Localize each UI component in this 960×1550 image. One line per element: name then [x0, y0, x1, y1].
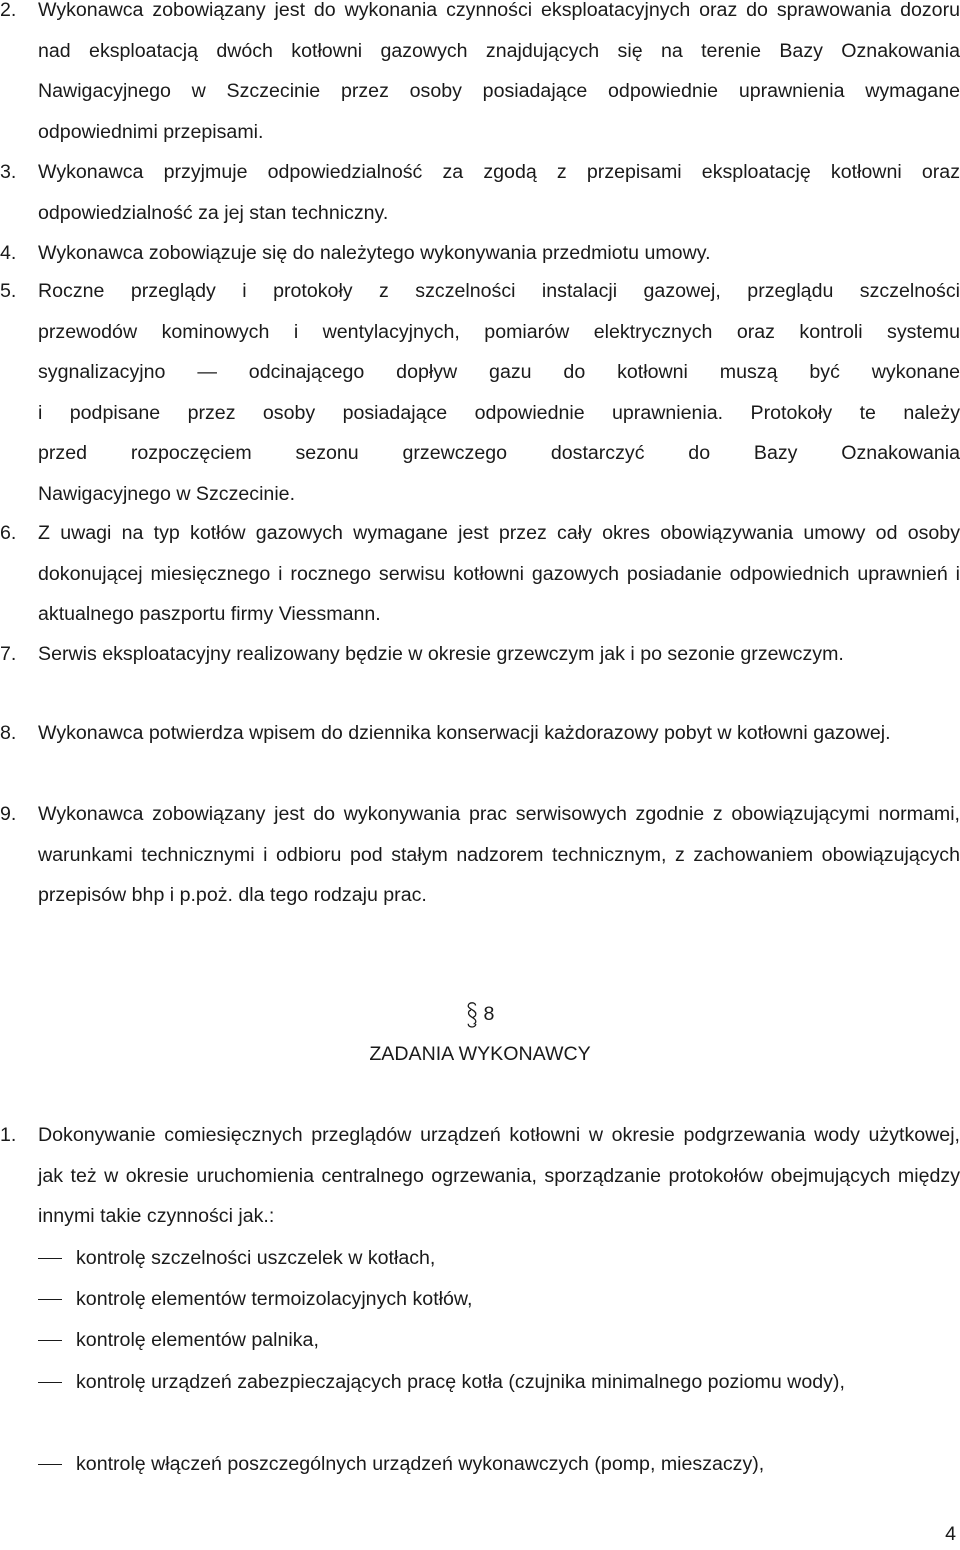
list-text-line: przewodów kominowych i wentylacyjnych, pomiarów elektrycznych oraz kontroli systemu — [38, 320, 960, 343]
page-number: 4 — [945, 1523, 956, 1545]
list-number: 2. — [0, 0, 17, 21]
list-number: 7. — [0, 643, 17, 665]
dash-text: kontrolę elementów palnika, — [76, 1329, 319, 1351]
list-number: 5. — [0, 280, 17, 302]
dash-list-item — [38, 1444, 960, 1485]
list-text-line: Nawigacyjnego w Szczecinie. — [38, 482, 296, 505]
dash-text: kontrolę elementów termoizolacyjnych kotłów, — [76, 1288, 473, 1310]
dash-bullet — [38, 1299, 62, 1300]
dash-list-item — [38, 1362, 960, 1403]
section-sign-icon — [466, 1002, 478, 1028]
list-item-5 — [0, 271, 960, 514]
list-text: Wykonawca zobowiązany jest do wykonywania prac serwisowych zgodnie z obowiązującymi normami, warunkami technicznymi i odbioru pod stałym nadzorem technicznym, z zachowaniem obowiązujących przepisów bhp i p.poż. dla tego rodzaju prac. — [38, 803, 960, 906]
list-text: Wykonawca zobowiązuje się do należytego wykonywania przedmiotu umowy. — [38, 242, 711, 264]
section-number — [0, 994, 960, 1034]
list-text-line: sygnalizacyjno — odcinającego dopływ gazu do kotłowni muszą być wykonane — [38, 361, 960, 383]
list-item-6 — [0, 513, 960, 635]
dash-bullet — [38, 1258, 62, 1259]
dash-text: kontrolę szczelności uszczelek w kotłach, — [76, 1247, 436, 1269]
list-number: 6. — [0, 522, 17, 544]
task-item-1 — [0, 1115, 960, 1237]
list-text: Wykonawca zobowiązany jest do wykonania czynności eksploatacyjnych oraz do sprawowania dozoru nad eksploatacją dwóch kotłowni gazowych znajdujących się na terenie Bazy Oznakowania Nawigacyjnego w Szczecinie przez osoby posiadające odpowiednie uprawnienia wymagane odpowiednimi przepisami. — [38, 0, 960, 143]
list-text-line: i podpisane przez osoby posiadające odpowiednie uprawnienia. Protokoły te należy — [38, 401, 960, 424]
list-text-line: Roczne przeglądy i protokoły z szczelności instalacji gazowej, przeglądu szczelności — [38, 280, 960, 302]
section-title: ZADANIA WYKONAWCY — [369, 1043, 591, 1065]
list-text: Dokonywanie comiesięcznych przeglądów urządzeń kotłowni w okresie podgrzewania wody użytkowej, jak też w okresie uruchomienia centralnego ogrzewania, sporządzanie protokołów obejmujących między innymi takie czynności jak.: — [38, 1124, 960, 1227]
list-text-line: przed rozpoczęciem sezonu grzewczego dostarczyć do Bazy Oznakowania — [38, 442, 960, 464]
section-number-text: 8 — [483, 1003, 495, 1025]
list-text: Serwis eksploatacyjny realizowany będzie w okresie grzewczym jak i po sezonie grzewczym. — [38, 643, 844, 665]
dash-list-item — [38, 1320, 960, 1361]
dash-bullet — [38, 1464, 62, 1465]
list-number: 9. — [0, 803, 17, 825]
list-number: 3. — [0, 161, 17, 183]
list-item-2 — [0, 0, 960, 152]
dash-bullet — [38, 1340, 62, 1341]
list-item-4 — [0, 233, 960, 274]
list-item-7 — [0, 634, 960, 675]
list-text: Wykonawca przyjmuje odpowiedzialność za zgodą z przepisami eksploatację kotłowni oraz odpowiedzialność za jej stan techniczny. — [38, 161, 960, 224]
list-text: Wykonawca potwierdza wpisem do dziennika konserwacji każdorazowy pobyt w kotłowni gazowej. — [38, 722, 891, 744]
dash-text: kontrolę urządzeń zabezpieczających pracę kotła (czujnika minimalnego poziomu wody), — [76, 1371, 845, 1393]
list-number: 1. — [0, 1124, 17, 1146]
dash-bullet — [38, 1382, 62, 1383]
list-item-3 — [0, 152, 960, 233]
list-item-8 — [0, 713, 960, 754]
list-item-9 — [0, 794, 960, 916]
dash-text: kontrolę włączeń poszczególnych urządzeń wykonawczych (pomp, mieszaczy), — [76, 1453, 765, 1475]
list-number: 4. — [0, 242, 17, 264]
list-text: Z uwagi na typ kotłów gazowych wymagane jest przez cały okres obowiązywania umowy od osoby dokonującej miesięcznego i rocznego serwisu kotłowni gazowych posiadanie odpowiednich uprawnień i aktualnego paszportu firmy Viessmann. — [38, 522, 960, 625]
list-number: 8. — [0, 722, 17, 744]
dash-list-item — [38, 1238, 960, 1279]
dash-list-item — [38, 1279, 960, 1320]
